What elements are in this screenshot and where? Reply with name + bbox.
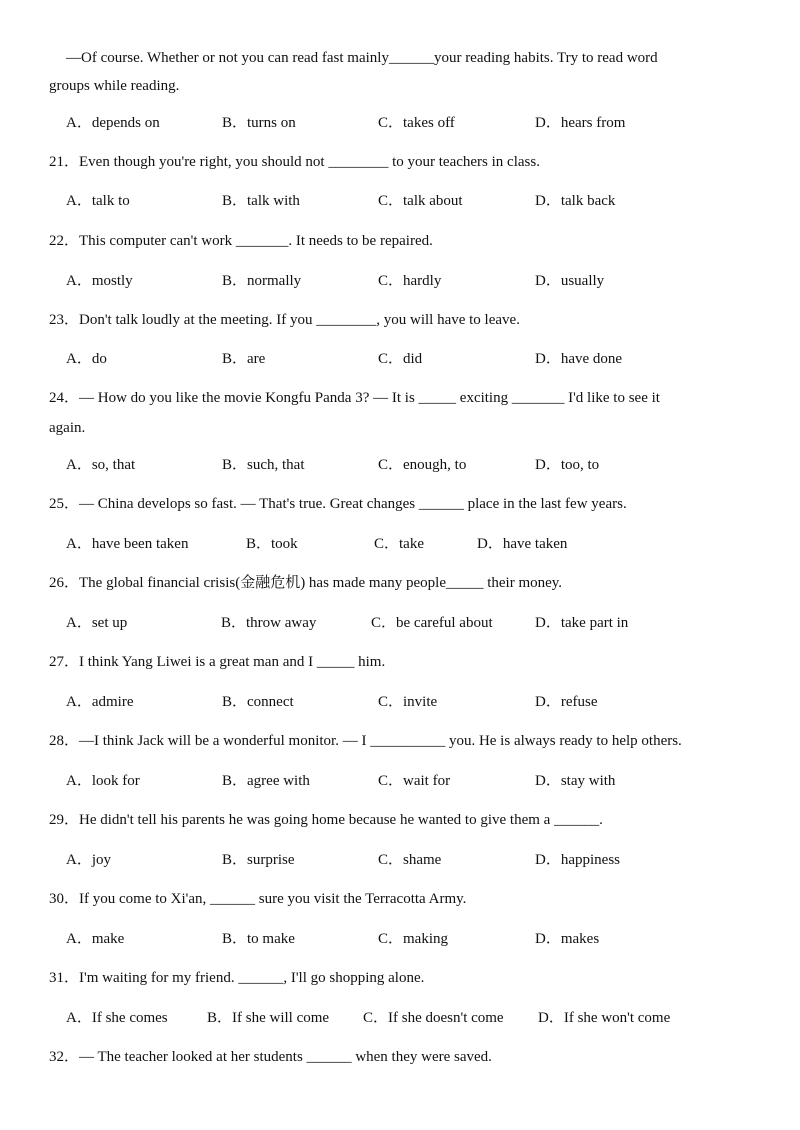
question-28: 28．—I think Jack will be a wonderful monitor. — I __________ you. He is always ready to help others. xyxy=(49,733,682,749)
option-a: A．look for xyxy=(66,773,140,789)
option-d: D．have taken xyxy=(477,536,568,552)
option-b: B．connect xyxy=(222,694,294,710)
option-c: C．takes off xyxy=(378,115,455,131)
option-d: D．usually xyxy=(535,273,605,289)
option-a: A．If she comes xyxy=(66,1010,168,1026)
question-24-continued: again. xyxy=(49,420,86,436)
question-23: 23．Don't talk loudly at the meeting. If you ________, you will have to leave. xyxy=(49,312,520,328)
option-d: D．If she won't come xyxy=(538,1010,671,1026)
option-c: C．enough, to xyxy=(378,457,467,473)
option-a: A．so, that xyxy=(66,457,136,473)
option-d: D．makes xyxy=(535,931,600,947)
option-b: B．took xyxy=(246,536,298,552)
option-d: D．talk back xyxy=(535,193,616,209)
option-b: B．to make xyxy=(222,931,295,947)
option-b: B．normally xyxy=(222,273,302,289)
question-27: 27．I think Yang Liwei is a great man and I _____ him. xyxy=(49,654,386,670)
option-b: B．talk with xyxy=(222,193,300,209)
option-a: A．mostly xyxy=(66,273,133,289)
option-d: D．have done xyxy=(535,351,623,367)
question-31: 31．I'm waiting for my friend. ______, I'll go shopping alone. xyxy=(49,970,425,986)
question-21: 21．Even though you're right, you should not ________ to your teachers in class. xyxy=(49,154,540,170)
option-d: D．refuse xyxy=(535,694,598,710)
question-26: 26．The global financial crisis(金融危机) has made many people_____ their money. xyxy=(49,575,563,591)
option-b: B．surprise xyxy=(222,852,295,868)
option-c: C．making xyxy=(378,931,448,947)
option-b: B．throw away xyxy=(221,615,317,631)
question-24: 24．— How do you like the movie Kongfu Panda 3? — It is _____ exciting _______ I'd like to see it xyxy=(49,390,660,406)
option-c: C．If she doesn't come xyxy=(363,1010,504,1026)
option-d: D．stay with xyxy=(535,773,616,789)
option-a: A．make xyxy=(66,931,125,947)
option-d: D．too, to xyxy=(535,457,600,473)
option-a: A．joy xyxy=(66,852,112,868)
question-32: 32．— The teacher looked at her students ______ when they were saved. xyxy=(49,1049,492,1065)
option-c: C．be careful about xyxy=(371,615,493,631)
option-b: B．If she will come xyxy=(207,1010,330,1026)
option-a: A．do xyxy=(66,351,107,367)
option-d: D．take part in xyxy=(535,615,629,631)
option-d: D．hears from xyxy=(535,115,626,131)
option-b: B．agree with xyxy=(222,773,310,789)
option-c: C．take xyxy=(374,536,424,552)
question-text-continued: groups while reading. xyxy=(49,78,180,94)
option-c: C．talk about xyxy=(378,193,463,209)
option-a: A．admire xyxy=(66,694,134,710)
option-a: A．have been taken xyxy=(66,536,189,552)
question-22: 22．This computer can't work _______. It needs to be repaired. xyxy=(49,233,433,249)
question-29: 29．He didn't tell his parents he was going home because he wanted to give them a ______. xyxy=(49,812,603,828)
question-25: 25．— China develops so fast. — That's true. Great changes ______ place in the last few years. xyxy=(49,496,627,512)
option-c: C．shame xyxy=(378,852,442,868)
option-b: B．such, that xyxy=(222,457,305,473)
option-b: B．turns on xyxy=(222,115,296,131)
option-d: D．happiness xyxy=(535,852,620,868)
option-a: A．talk to xyxy=(66,193,130,209)
option-c: C．wait for xyxy=(378,773,451,789)
question-30: 30．If you come to Xi'an, ______ sure you visit the Terracotta Army. xyxy=(49,891,467,907)
option-c: C．did xyxy=(378,351,423,367)
question-text: —Of course. Whether or not you can read fast mainly______your reading habits. Try to read word xyxy=(66,50,658,66)
option-c: C．hardly xyxy=(378,273,442,289)
option-a: A．depends on xyxy=(66,115,160,131)
option-a: A．set up xyxy=(66,615,128,631)
option-b: B．are xyxy=(222,351,266,367)
option-c: C．invite xyxy=(378,694,438,710)
